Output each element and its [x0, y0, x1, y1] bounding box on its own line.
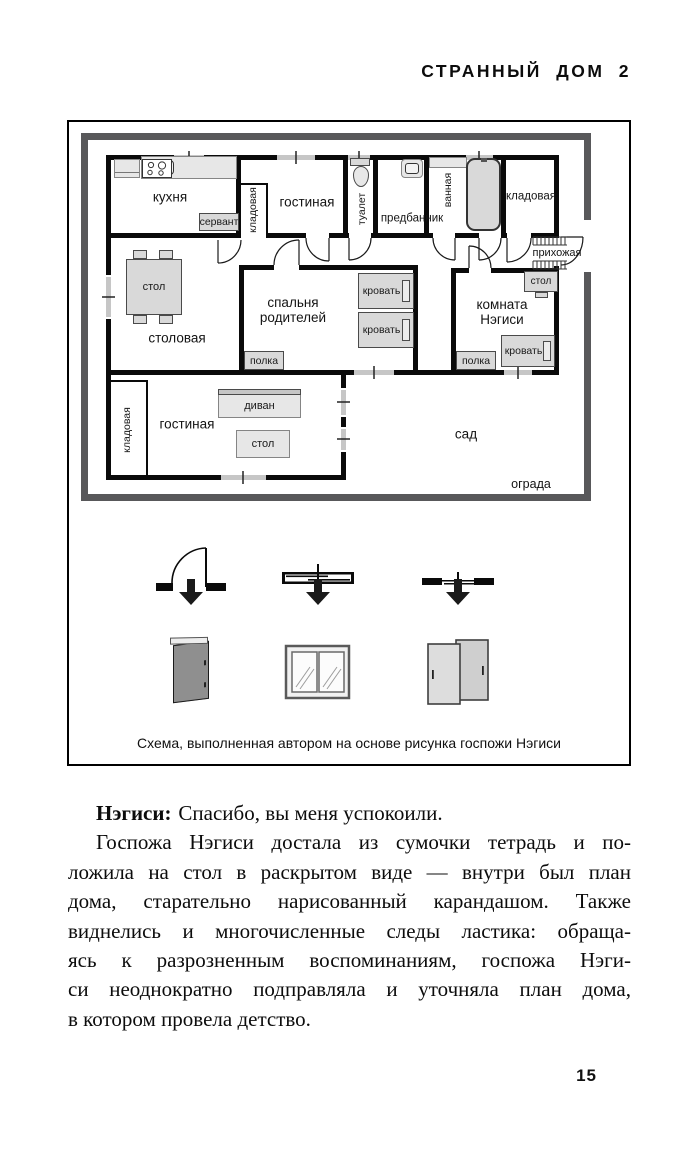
toilet-tank-icon [350, 158, 370, 166]
room-label-pantry-top: кладовая [247, 187, 259, 233]
shelf-negishi [456, 351, 496, 370]
room-label-living-bottom: гостиная [159, 416, 215, 432]
bed-pillow [402, 319, 410, 341]
sofa-label: диван [244, 400, 275, 412]
bed-label: кровать [504, 345, 543, 357]
room-label-bath: ванная [442, 172, 454, 208]
body-text [68, 799, 631, 1034]
legend-item-door [121, 542, 261, 707]
legend-item-sliding-door [388, 542, 528, 707]
chair [159, 250, 173, 259]
door-handle [204, 682, 206, 687]
desk-negishi [524, 271, 558, 292]
room-label-pantry-right: кладовая [506, 190, 556, 203]
sliding-window-illustration [284, 637, 352, 707]
chair [133, 315, 147, 324]
hinged-door-illustration [173, 637, 209, 707]
label-line: комната [476, 296, 528, 312]
dialogue-line [68, 799, 631, 828]
bathtub-icon [466, 158, 501, 231]
door-handle [204, 660, 206, 665]
chair [159, 315, 173, 324]
desk-chair [535, 292, 548, 298]
washbasin-icon [401, 159, 423, 178]
sideboard [199, 213, 239, 231]
paragraph-line: в котором провела детство. [68, 1006, 311, 1031]
paragraph-line: Госпожа Нэгиси достала из сумочки тетрадь и по- [96, 830, 631, 855]
room-label-living-top: гостиная [279, 194, 335, 210]
dining-table [126, 259, 182, 315]
bed-label: кровать [362, 285, 401, 297]
shelf-parents [244, 351, 284, 370]
bath-counter [429, 157, 467, 168]
fridge-door-line [115, 172, 139, 173]
sofa [218, 394, 301, 418]
bed-parents-2 [358, 312, 414, 348]
paragraph-line: виднелись и многочисленные следы ластика: обраща- [68, 918, 631, 943]
paragraph-line: си неоднократно подправляла и уточняла план дома, [68, 977, 631, 1002]
label-line: спальня [267, 294, 319, 310]
door-open-edge [170, 637, 208, 645]
room-label-hallway: прихожая [532, 246, 582, 259]
bed-pillow [543, 341, 551, 360]
stove-icon [142, 159, 172, 178]
legend-item-window [248, 542, 388, 707]
sofa-back [218, 389, 301, 395]
chair [133, 250, 147, 259]
label-line: родителей [259, 310, 327, 325]
room-label-kitchen: кухня [152, 189, 188, 205]
bed-negishi [501, 335, 555, 367]
bed-pillow [402, 280, 410, 302]
fridge-icon [114, 159, 140, 178]
bathtub-faucet [481, 158, 487, 162]
shelf-label: полка [461, 354, 491, 367]
paragraph-line: дома, старательно нарисованный карандашом. Также [68, 889, 631, 914]
kitchen-counter [141, 156, 237, 179]
room-label-pantry-bottom: кладовая [121, 407, 133, 453]
living-table [236, 430, 290, 458]
door-arcs [218, 237, 583, 268]
sideboard-label: сервант [199, 216, 239, 228]
bed-label: кровать [362, 324, 401, 336]
room-label-ante-bath: предбанник [380, 212, 444, 225]
bed-parents-1 [358, 273, 414, 309]
room-label-parents-bedroom [260, 295, 326, 325]
living-table-label: стол [251, 438, 275, 450]
dining-table-label: стол [142, 281, 166, 293]
figure-box [67, 120, 631, 766]
fence-label: ограда [511, 477, 551, 491]
running-head: СТРАННЫЙ ДОМ 2 [421, 61, 631, 81]
washbasin-inner [405, 163, 419, 174]
room-label-garden: сад [454, 426, 478, 442]
figure-caption: Схема, выполненная автором на основе рисунка госпожи Нэгиси [137, 735, 561, 751]
sliding-door-illustration [425, 637, 491, 707]
desk-label: стол [530, 276, 552, 287]
page-number: 15 [576, 1066, 597, 1085]
room-label-negishi [476, 297, 527, 327]
dialogue-text: Спасибо, вы меня успокоили. [178, 801, 443, 825]
room-label-dining: столовая [148, 330, 206, 346]
floor-plan [81, 133, 591, 501]
paragraph-line: ложила на стол в раскрытом виде — внутри был план [68, 859, 631, 884]
room-label-toilet: туалет [356, 192, 368, 226]
label-line: Нэгиси [480, 312, 524, 327]
dialogue-speaker: Нэгиси: [96, 801, 172, 825]
shelf-label: полка [249, 354, 279, 367]
paragraph-line: ясь к разрозненным воспоминаниям, госпожа Нэги- [68, 948, 631, 973]
